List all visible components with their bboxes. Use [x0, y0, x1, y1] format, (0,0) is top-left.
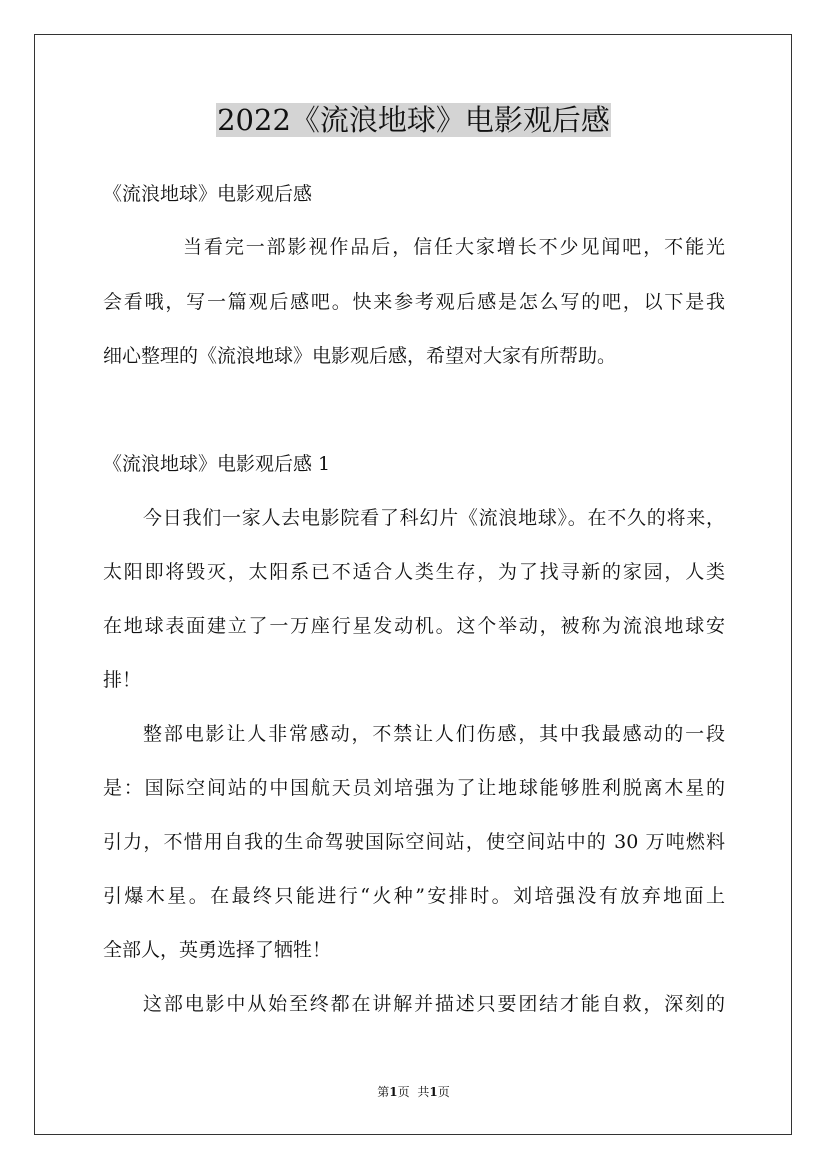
para3-line-1: 这部电影中从始至终都在讲解并描述只要团结才能自救，深刻的 — [143, 993, 725, 1015]
intro-line-3: 细心整理的《流浪地球》电影观后感，希望对大家有所帮助。 — [103, 345, 617, 367]
para1-line-1: 今日我们一家人去电影院看了科幻片《流浪地球》。在不久的将来， — [143, 507, 725, 529]
para2-line-1: 整部电影让人非常感动，不禁让人们伤感，其中我最感动的一段 — [143, 723, 725, 745]
footer-page-suffix: 页 — [397, 1085, 410, 1099]
footer-total-prefix: 共 — [417, 1085, 430, 1099]
footer-total-number: 1 — [429, 1085, 438, 1099]
footer-page-number: 1 — [389, 1085, 398, 1099]
para2-line-2: 是：国际空间站的中国航天员刘培强为了让地球能够胜利脱离木星的 — [103, 777, 725, 799]
footer-page-prefix: 第 — [377, 1085, 390, 1099]
document-title-text: 2022《流浪地球》电影观后感 — [217, 103, 610, 137]
page-footer — [0, 1084, 827, 1100]
para1-line-2: 太阳即将毁灭，太阳系已不适合人类生存，为了找寻新的家园，人类 — [103, 561, 725, 583]
document-title — [0, 98, 827, 142]
para2-line-3: 引力，不惜用自我的生命驾驶国际空间站，使空间站中的 30 万吨燃料 — [103, 831, 725, 853]
footer-total-suffix: 页 — [437, 1085, 450, 1099]
para1-line-3: 在地球表面建立了一万座行星发动机。这个举动，被称为流浪地球安 — [103, 615, 725, 637]
intro-line-2: 会看哦，写一篇观后感吧。快来参考观后感是怎么写的吧，以下是我 — [103, 291, 725, 313]
intro-line-1: 当看完一部影视作品后，信任大家增长不少见闻吧，不能光 — [183, 236, 725, 258]
subtitle: 《流浪地球》电影观后感 — [103, 183, 313, 205]
section-heading: 《流浪地球》电影观后感 1 — [103, 453, 331, 475]
para2-line-5: 全部人，英勇选择了牺牲！ — [103, 939, 332, 961]
para1-line-4: 排！ — [103, 669, 142, 691]
para2-line-4: 引爆木星。在最终只能进行“火种”安排时。刘培强没有放弃地面上 — [103, 885, 725, 907]
